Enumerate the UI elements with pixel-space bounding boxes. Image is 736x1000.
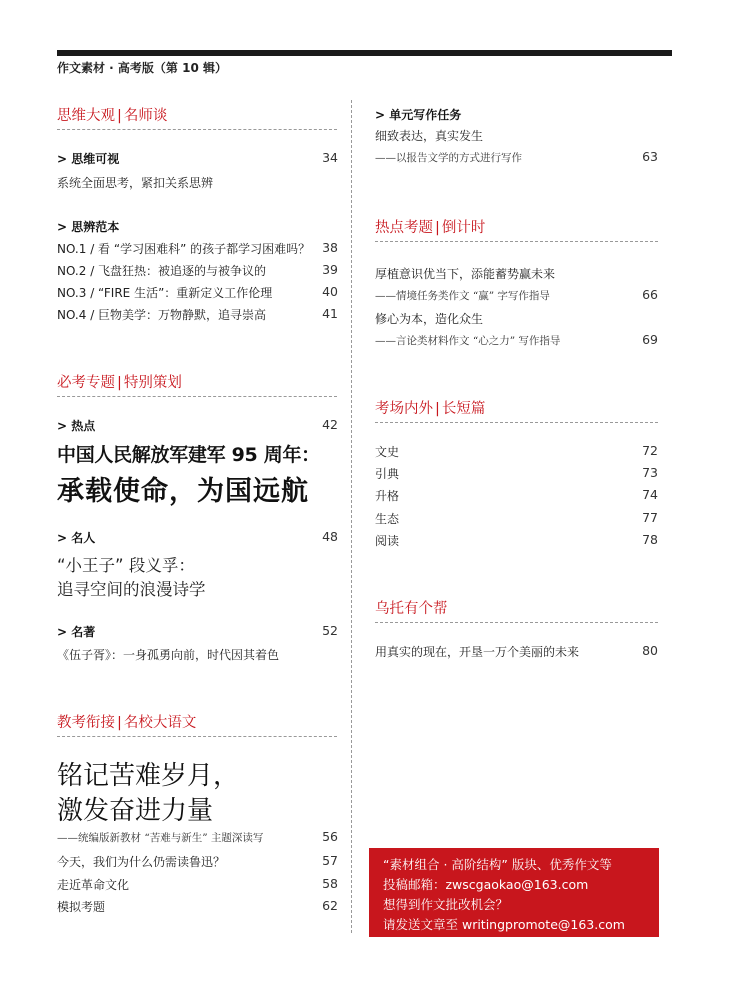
section-title-hot-topics [375,216,485,237]
toc-entry[interactable]: 引典 [375,467,400,481]
toc-entry[interactable]: 厚植意识优当下，添能蓄势赢未来 [375,267,556,281]
toc-entry[interactable]: 修心为本，造化众生 [375,312,484,326]
section-title-a: 教考衔接 [57,715,115,731]
subsection-head[interactable]: > 单元写作任务 [375,108,462,122]
entry-subtitle: ——以报告文学的方式进行写作 [375,152,522,164]
subsection-head[interactable]: > 名著 [57,625,96,639]
section-dashed-rule [57,396,337,397]
toc-entry[interactable]: 用真实的现在，开垦一万个美丽的未来 [375,645,580,659]
section-title-b: 名校大语文 [123,715,197,731]
subsection-head[interactable]: > 思辨范本 [57,220,120,234]
submission-line: “素材组合 · 高阶结构” 版块、优秀作文等 [383,857,612,872]
section-title-exam [57,371,182,392]
page-number: 41 [322,306,338,321]
section-title-b: 名师谈 [123,108,168,124]
submission-email[interactable]: 投稿邮箱：zwscgaokao@163.com [383,877,589,892]
subsection-head[interactable]: > 思维可视 [57,152,120,166]
section-dashed-rule [375,241,658,242]
section-separator: | [117,108,122,124]
section-title-b: 特别策划 [123,375,182,391]
section-dashed-rule [375,422,658,423]
feature-title-line2[interactable]: 承载使命，为国远航 [57,476,309,507]
section-separator: | [117,715,122,731]
page-number: 78 [642,532,658,547]
page-number: 39 [322,262,338,277]
page-number: 48 [322,529,338,544]
entry-subtitle: ——言论类材料作文 “心之力” 写作指导 [375,335,561,347]
toc-entry[interactable]: 阅读 [375,534,400,548]
page-number: 34 [322,150,338,165]
section-title-thinking [57,104,167,125]
toc-entry[interactable]: NO.1 / 看 “学习困难科” 的孩子都学习困难吗？ [57,242,311,256]
submission-email[interactable]: 请发送文章至 writingpromote@163.com [383,917,625,932]
toc-entry[interactable]: 今天，我们为什么仍需读鲁迅？ [57,855,226,869]
toc-entry[interactable]: 模拟考题 [57,900,106,914]
page-number: 42 [322,417,338,432]
section-dashed-rule [57,736,337,737]
page-number: 40 [322,284,338,299]
section-separator: | [117,375,122,391]
page-number: 80 [642,643,658,658]
section-title-a: 考场内外 [375,401,433,417]
subsection-head[interactable]: > 名人 [57,531,96,545]
toc-entry[interactable]: 细致表达，真实发生 [375,129,484,143]
toc-entry[interactable]: 系统全面思考，紧扣关系思辨 [57,176,214,190]
page-number: 66 [642,287,658,302]
toc-entry[interactable]: 《伍子胥》：一身孤勇向前，时代因其着色 [57,648,280,662]
feature-title-line1[interactable]: 中国人民解放军建军 95 周年： [57,444,320,466]
toc-entry[interactable]: 升格 [375,489,400,503]
top-rule [57,50,672,56]
page-number: 63 [642,149,658,164]
feature-subtitle: ——统编版新教材 “苦难与新生” 主题深读写 [57,832,264,844]
page-number: 62 [322,898,338,913]
toc-entry[interactable]: NO.3 / “FIRE 生活”：重新定义工作伦理 [57,286,273,300]
page-number: 57 [322,853,338,868]
running-header: 作文素材 · 高考版（第 10 辑） [57,61,227,75]
toc-entry[interactable]: 文史 [375,445,400,459]
toc-entry[interactable]: NO.2 / 飞盘狂热：被追逐的与被争议的 [57,264,267,278]
subsection-head[interactable]: > 热点 [57,419,96,433]
section-title-utopia: 乌托有个帮 [375,601,448,617]
section-title-teaching [57,711,196,732]
toc-entry[interactable]: 生态 [375,512,400,526]
page-number: 52 [322,623,338,638]
feature-large-title-line1[interactable]: 铭记苦难岁月， [57,761,240,791]
page-number: 58 [322,876,338,891]
submission-line: 想得到作文批改机会？ [383,897,509,912]
page-number: 72 [642,443,658,458]
section-title-b: 长短篇 [441,401,486,417]
submission-info-box [369,848,659,937]
toc-entry[interactable]: NO.4 / 巨物美学：万物静默，追寻崇高 [57,308,267,322]
column-divider [351,100,352,933]
feature-large-title-line2[interactable]: 激发奋进力量 [57,796,214,826]
page-number: 69 [642,332,658,347]
page-number: 77 [642,510,658,525]
page-number: 38 [322,240,338,255]
toc-entry[interactable]: 走近革命文化 [57,878,130,892]
section-title-a: 热点考题 [375,220,433,236]
page-number: 74 [642,487,658,502]
article-title-line2[interactable]: 追寻空间的浪漫诗学 [57,580,206,599]
page-number: 56 [322,829,338,844]
article-title-line1[interactable]: “小王子” 段义孚： [57,556,195,575]
section-title-a: 思维大观 [57,108,115,124]
entry-subtitle: ——情境任务类作文 “赢” 字写作指导 [375,290,550,302]
section-separator: | [435,401,440,417]
section-separator: | [435,220,440,236]
page-number: 73 [642,465,658,480]
section-title-a: 必考专题 [57,375,115,391]
section-dashed-rule [375,622,658,623]
section-title-exam-hall [375,397,485,418]
section-title-b: 倒计时 [441,220,486,236]
section-dashed-rule [57,129,337,130]
